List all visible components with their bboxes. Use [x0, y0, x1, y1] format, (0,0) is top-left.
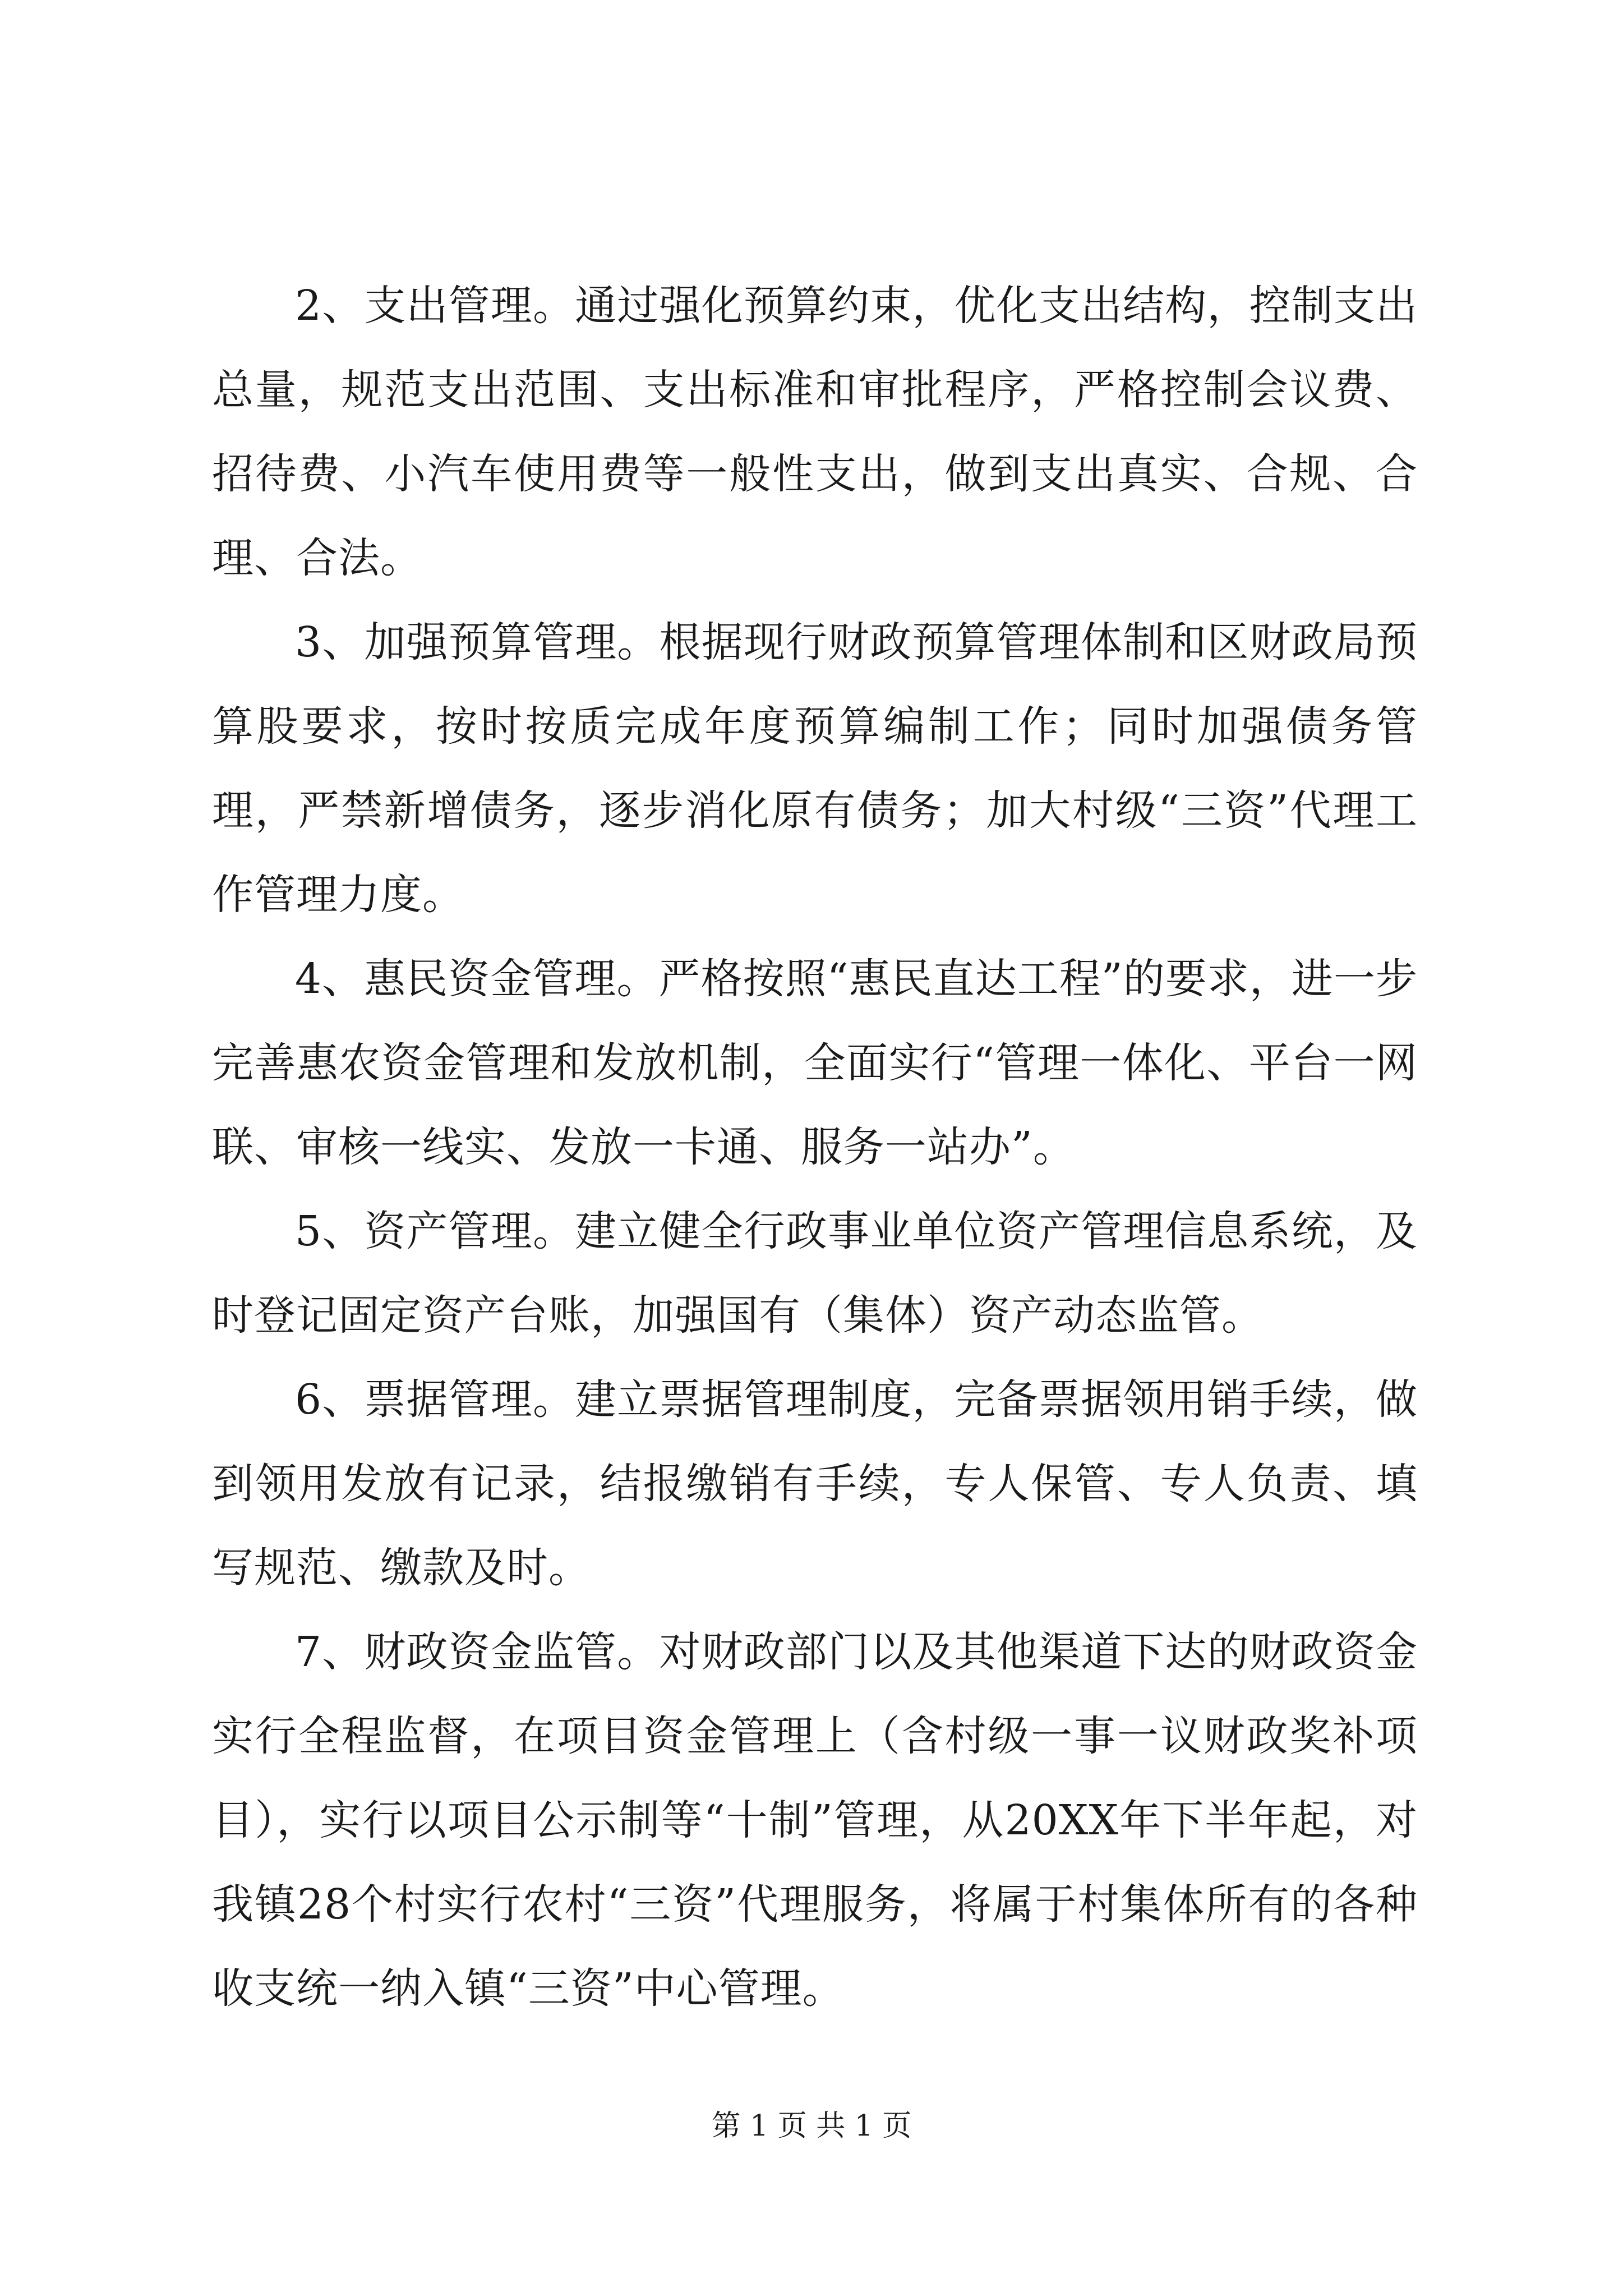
paragraph-asset-management: 5、资产管理。建立健全行政事业单位资产管理信息系统，及时登记固定资产台账，加强国有（集体）资产动态监管。 — [212, 1207, 1418, 1340]
paragraph-receipt-management: 6、票据管理。建立票据管理制度，完备票据领用销手续，做到领用发放有记录，结报缴销有手续，专人保管、专人负责、填写规范、缴款及时。 — [212, 1375, 1418, 1592]
paragraph-benefit-funds-management: 4、惠民资金管理。严格按照“惠民直达工程”的要求，进一步完善惠农资金管理和发放机制，全面实行“管理一体化、平台一网联、审核一线实、发放一卡通、服务一站办”。 — [212, 955, 1418, 1171]
document-body — [212, 264, 1418, 2031]
paragraph-expenditure-management: 2、支出管理。通过强化预算约束，优化支出结构，控制支出总量，规范支出范围、支出标准和审批程序，严格控制会议费、招待费、小汽车使用费等一般性支出，做到支出真实、合规、合理、合法。 — [212, 282, 1418, 582]
page-number-footer: 第 1 页 共 1 页 — [711, 2109, 912, 2143]
paragraph-budget-management: 3、加强预算管理。根据现行财政预算管理体制和区财政局预算股要求，按时按质完成年度预算编制工作；同时加强债务管理，严禁新增债务，逐步消化原有债务；加大村级“三资”代理工作管理力度。 — [212, 618, 1418, 919]
paragraph-fiscal-funds-supervision: 7、财政资金监管。对财政部门以及其他渠道下达的财政资金实行全程监督，在项目资金管理上（含村级一事一议财政奖补项目），实行以项目公示制等“十制”管理，从20XX年下半年起，对我镇28个村实行农村“三资”代理服务，将属于村集体所有的各种收支统一纳入镇“三资”中心管理。 — [212, 1628, 1418, 2013]
